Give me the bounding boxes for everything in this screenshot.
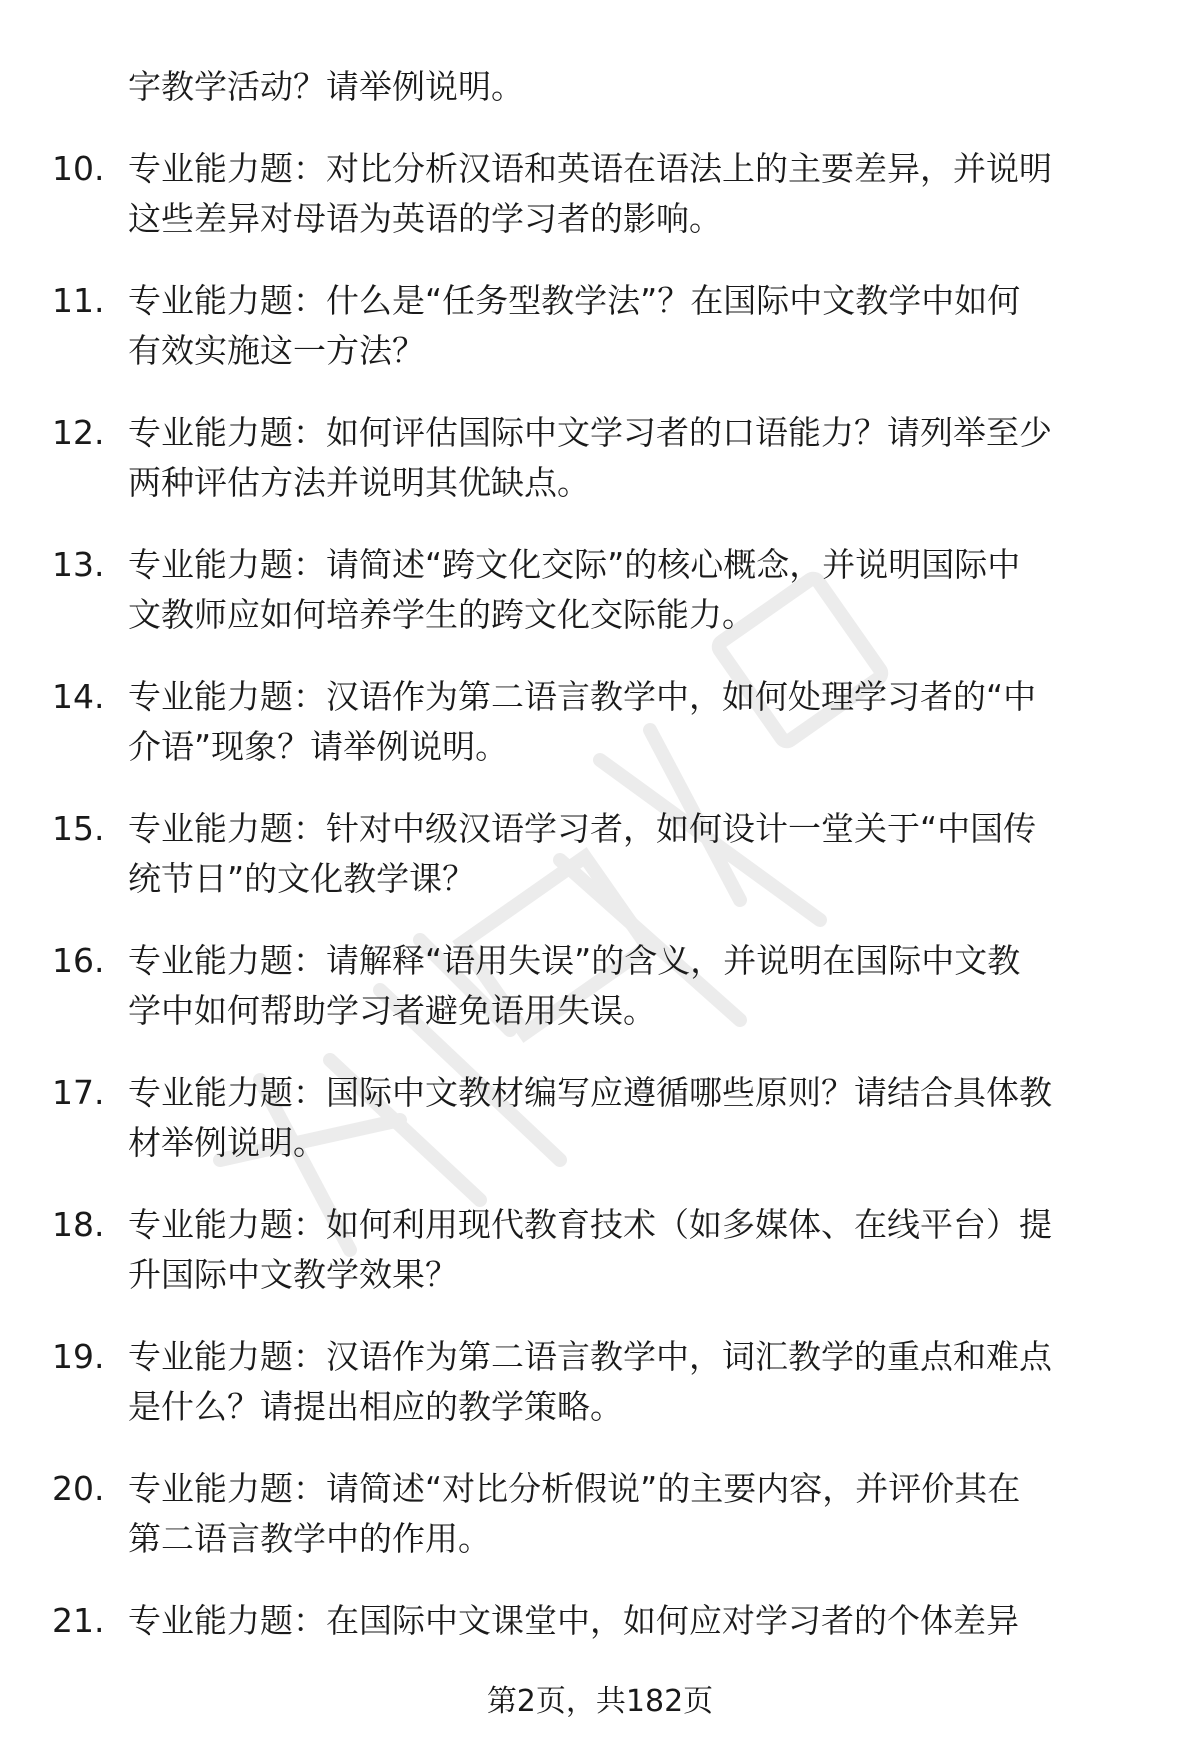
question-item [0, 408, 1200, 540]
question-text [128, 804, 1148, 904]
question-text-line: 两种评估方法并说明其优缺点。 [128, 463, 590, 502]
question-list [0, 144, 1200, 1728]
question-text-line: 升国际中文教学效果？ [128, 1255, 458, 1294]
question-number: 16. [52, 941, 105, 980]
question-item [0, 144, 1200, 276]
question-item [0, 672, 1200, 804]
question-text-line: 有效实施这一方法？ [128, 331, 425, 370]
question-number: 17. [52, 1073, 105, 1112]
question-item [0, 276, 1200, 408]
question-text-line: 专业能力题：如何利用现代教育技术（如多媒体、在线平台）提 [128, 1205, 1052, 1244]
question-text-line: 统节日”的文化教学课？ [128, 859, 476, 898]
question-text [128, 276, 1148, 376]
question-text-line: 文教师应如何培养学生的跨文化交际能力。 [128, 595, 755, 634]
question-text [128, 144, 1148, 244]
question-number: 11. [52, 281, 105, 320]
question-text-line: 专业能力题：请解释“语用失误”的含义，并说明在国际中文教 [128, 941, 1021, 980]
question-text-line: 这些差异对母语为英语的学习者的影响。 [128, 199, 722, 238]
question-number: 14. [52, 677, 105, 716]
question-text-line: 学中如何帮助学习者避免语用失误。 [128, 991, 656, 1030]
question-text-line: 专业能力题：国际中文教材编写应遵循哪些原则？请结合具体教 [128, 1073, 1052, 1112]
question-text-line: 第二语言教学中的作用。 [128, 1519, 491, 1558]
question-number: 12. [52, 413, 105, 452]
question-item [0, 1068, 1200, 1200]
question-text [128, 1068, 1148, 1168]
question-text-line: 专业能力题：请简述“跨文化交际”的核心概念，并说明国际中 [128, 545, 1021, 584]
question-text-line: 专业能力题：在国际中文课堂中，如何应对学习者的个体差异 [128, 1601, 1019, 1640]
question-text-line: 专业能力题：汉语作为第二语言教学中，如何处理学习者的“中 [128, 677, 1037, 716]
question-text [128, 1596, 1148, 1646]
question-item [0, 936, 1200, 1068]
question-text-line: 专业能力题：请简述“对比分析假说”的主要内容，并评价其在 [128, 1469, 1021, 1508]
question-number: 13. [52, 545, 105, 584]
question-item [0, 804, 1200, 936]
continuation-line: 字教学活动？请举例说明。 [128, 67, 524, 106]
page-footer: 第2页，共182页 [486, 1684, 714, 1719]
question-number: 21. [52, 1601, 105, 1640]
question-number: 15. [52, 809, 105, 848]
question-item [0, 1464, 1200, 1596]
question-number: 18. [52, 1205, 105, 1244]
question-text [128, 672, 1148, 772]
question-item [0, 1200, 1200, 1332]
question-text [128, 408, 1148, 508]
question-text [128, 1332, 1148, 1432]
question-text-line: 专业能力题：如何评估国际中文学习者的口语能力？请列举至少 [128, 413, 1052, 452]
question-item [0, 1332, 1200, 1464]
question-number: 20. [52, 1469, 105, 1508]
question-text-line: 介语”现象？请举例说明。 [128, 727, 509, 766]
question-text [128, 540, 1148, 640]
question-text-line: 专业能力题：对比分析汉语和英语在语法上的主要差异，并说明 [128, 149, 1052, 188]
question-text-line: 专业能力题：针对中级汉语学习者，如何设计一堂关于“中国传 [128, 809, 1037, 848]
question-item [0, 540, 1200, 672]
question-text-line: 材举例说明。 [128, 1123, 326, 1162]
question-text-line: 专业能力题：汉语作为第二语言教学中，词汇教学的重点和难点 [128, 1337, 1052, 1376]
question-text [128, 936, 1148, 1036]
question-text-line: 是什么？请提出相应的教学策略。 [128, 1387, 623, 1426]
question-text [128, 1200, 1148, 1300]
question-number: 10. [52, 149, 105, 188]
question-text [128, 1464, 1148, 1564]
question-text-line: 专业能力题：什么是“任务型教学法”？在国际中文教学中如何 [128, 281, 1021, 320]
question-number: 19. [52, 1337, 105, 1376]
